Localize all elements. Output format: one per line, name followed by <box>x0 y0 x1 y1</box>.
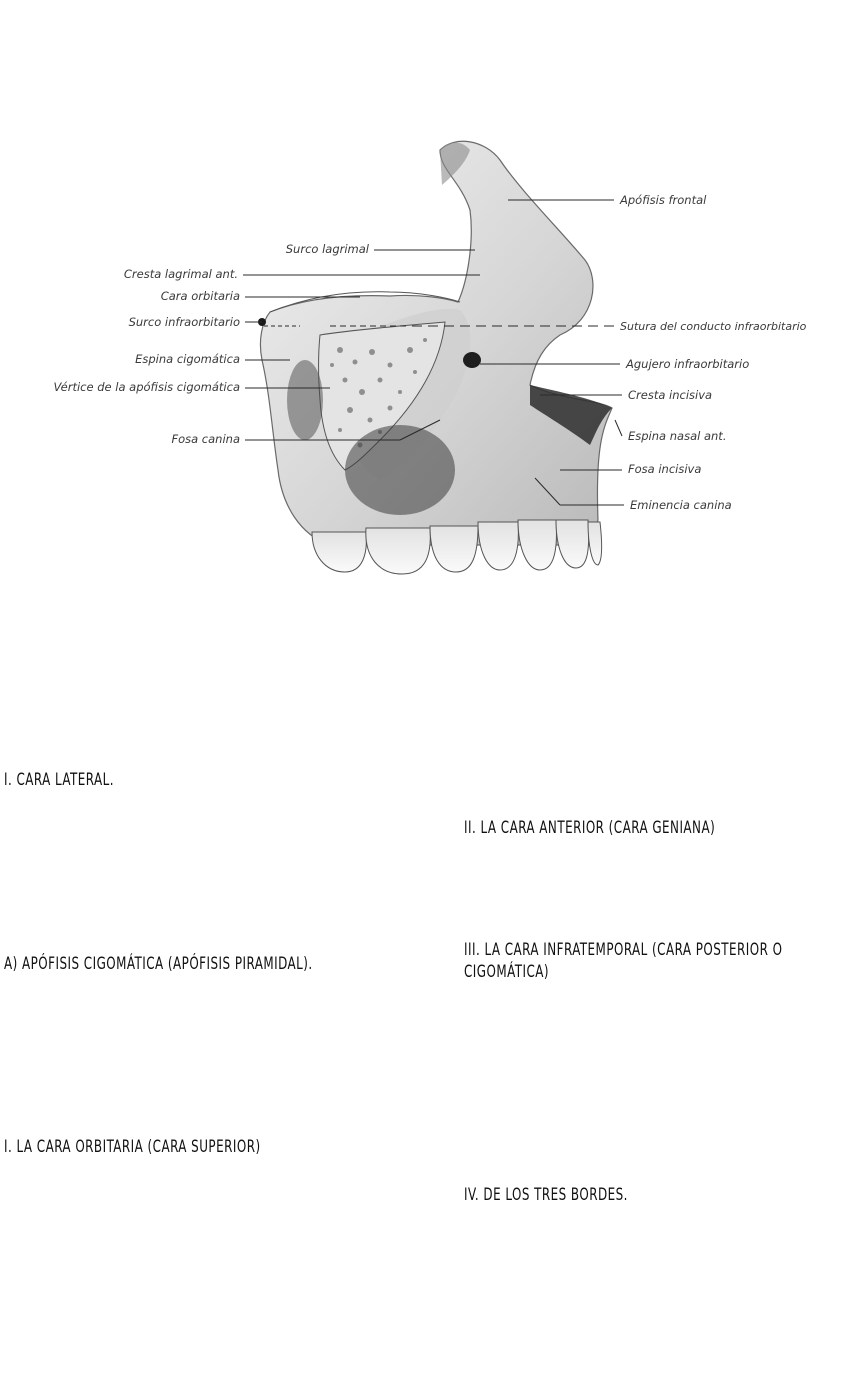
label-cresta-lagrimal: Cresta lagrimal ant. <box>123 267 238 281</box>
label-surco-lagrimal: Surco lagrimal <box>285 242 369 256</box>
maxilla-bone <box>258 141 612 545</box>
label-vertice-apofisis-cigomatica: Vértice de la apófisis cigomática <box>53 380 240 394</box>
heading-cara-infratemporal: III. LA CARA INFRATEMPORAL (CARA POSTERIOR O CIGOMÁTICA) <box>464 940 783 982</box>
maxilla-illustration <box>0 0 857 600</box>
label-apofisis-frontal: Apófisis frontal <box>620 193 707 207</box>
label-espina-cigomatica: Espina cigomática <box>135 352 240 366</box>
label-sutura-conducto-infraorbitario: Sutura del conducto infraorbitario <box>620 320 807 333</box>
label-cara-orbitaria: Cara orbitaria <box>160 289 240 303</box>
label-espina-nasal-ant: Espina nasal ant. <box>628 429 727 443</box>
label-fosa-incisiva: Fosa incisiva <box>628 462 702 476</box>
heading-tres-bordes: IV. DE LOS TRES BORDES. <box>464 1185 628 1205</box>
label-agujero-infraorbitario: Agujero infraorbitario <box>626 357 750 371</box>
heading-cara-orbitaria: I. LA CARA ORBITARIA (CARA SUPERIOR) <box>4 1137 261 1157</box>
heading-apofisis-cigomatica: A) APÓFISIS CIGOMÁTICA (APÓFISIS PIRAMIDAL). <box>4 954 313 974</box>
label-cresta-incisiva: Cresta incisiva <box>628 388 713 402</box>
label-fosa-canina: Fosa canina <box>171 432 240 446</box>
heading-cara-lateral: I. CARA LATERAL. <box>4 770 115 790</box>
heading-cara-anterior: II. LA CARA ANTERIOR (CARA GENIANA) <box>464 818 716 838</box>
label-surco-infraorbitario: Surco infraorbitario <box>128 315 240 329</box>
label-eminencia-canina: Eminencia canina <box>630 498 732 512</box>
